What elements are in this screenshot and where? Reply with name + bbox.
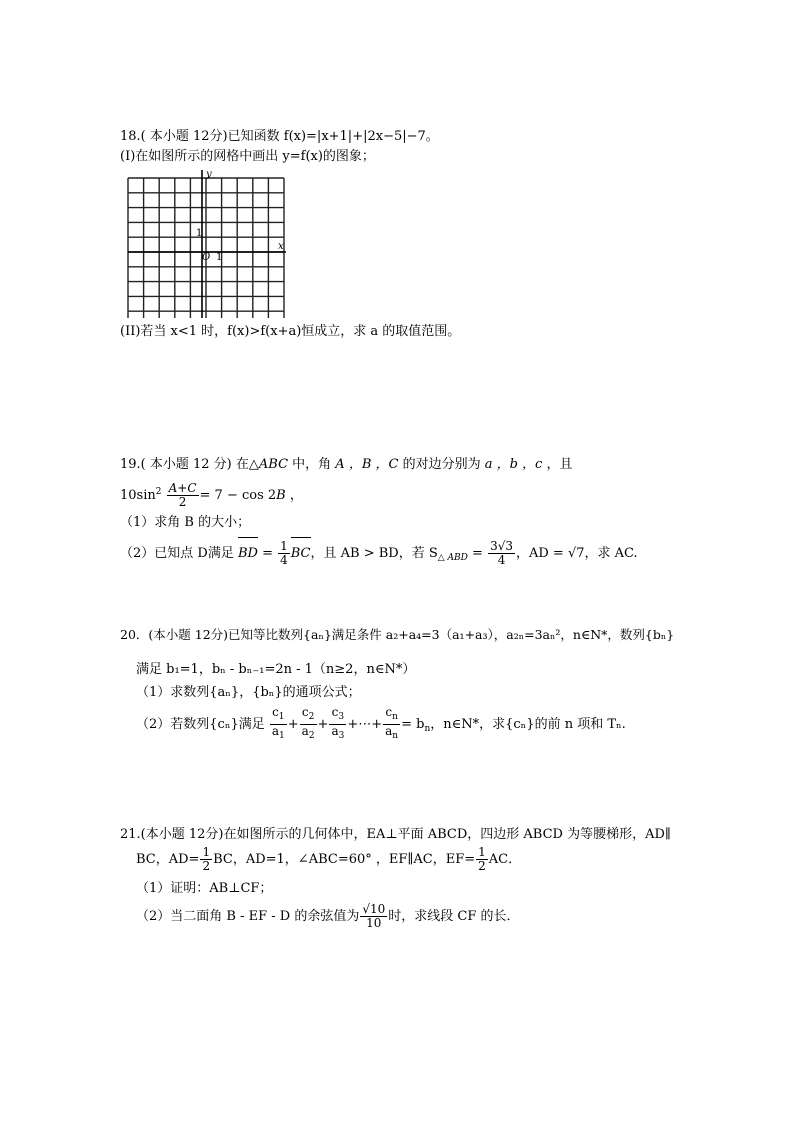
q21-header: 21.(本小题 12分)在如图所示的几何体中，EA⊥平面 ABCD，四边形 ABCD 为等腰梯形，AD∥ <box>120 827 671 842</box>
c-symbol: c <box>331 705 339 719</box>
q19-frac-num: A+C <box>168 481 197 495</box>
origin-label: O <box>202 252 211 263</box>
q19-eq-var: B <box>276 488 286 503</box>
q19-part2-c: = <box>467 546 488 561</box>
q19-equation <box>120 478 303 510</box>
q19-frac-den: 2 <box>178 495 187 509</box>
q20-part1: （1）求数列{aₙ}，{bₙ}的通项公式； <box>136 685 361 700</box>
q19-sides: a ，b ，c <box>484 457 543 472</box>
q19-frac2-num: 1 <box>280 539 288 553</box>
index-3: 3 <box>338 712 345 722</box>
q19-header-mid: 中，角 <box>288 457 336 472</box>
index-1: 1 <box>278 712 285 722</box>
q18-part1: (I)在如图所示的网格中画出 y=f(x)的图象； <box>120 149 375 164</box>
half-num: 1 <box>478 845 486 859</box>
vector-bc: BC <box>291 540 311 568</box>
q18-part2: (II)若当 x<1 时，f(x)>f(x+a)恒成立，求 a 的取值范围。 <box>120 324 461 339</box>
q19-part1: （1）求角 B 的大小； <box>120 515 251 530</box>
equals-b: = b <box>401 717 425 732</box>
q20-part2-a: （2）若数列{cₙ}满足 <box>136 717 265 732</box>
q21-part2-b: 时，求线段 CF 的长． <box>388 909 520 924</box>
q19-header-pre: 19.( 本小题 12 分) 在△ <box>120 457 259 472</box>
q19-eq-prefix: 10sin <box>120 488 156 503</box>
q19-area-sub: △ ABD <box>437 553 468 563</box>
index-1: 1 <box>279 731 285 741</box>
ellipsis-plus: +⋯+ <box>347 717 383 732</box>
q20-part2 <box>136 706 626 748</box>
q19-header <box>120 456 572 474</box>
q19-eq-rhs: = 7 − cos 2 <box>199 488 277 503</box>
a-symbol: a <box>331 724 339 738</box>
x-unit-label: 1 <box>216 252 223 263</box>
q19-eq-sign: = <box>257 546 278 561</box>
q19-frac3-num: 3√3 <box>490 539 513 553</box>
x-axis-label: x <box>278 241 284 252</box>
q21-line2-b: BC，AD=1，∠ABC=60° ，EF∥AC，EF= <box>213 852 476 867</box>
cos-den: 10 <box>366 916 382 930</box>
q19-header-mid2: 的对边分别为 <box>398 457 485 472</box>
q19-frac2-den: 4 <box>280 553 288 567</box>
q19-triangle: ABC <box>258 457 289 472</box>
half-den: 2 <box>202 859 211 873</box>
q19-frac3-den: 4 <box>497 553 506 567</box>
cos-num: √10 <box>362 902 386 916</box>
plus-sign: + <box>317 717 329 732</box>
y-unit-label: 1 <box>196 228 203 239</box>
plus-sign: + <box>287 717 299 732</box>
q20-part2-b: ，n∈N*，求{cₙ}的前 n 项和 Tₙ. <box>430 717 626 732</box>
y-axis-label: y <box>206 169 212 180</box>
a-symbol: a <box>301 724 309 738</box>
q21-part1: （1）证明：AB⊥CF； <box>136 881 273 896</box>
q19-angles: A ，B ，C <box>335 457 399 472</box>
index-2: 2 <box>308 731 315 741</box>
q21-line2-c: AC． <box>488 852 522 867</box>
a-symbol: a <box>385 724 393 738</box>
coordinate-grid <box>120 168 290 320</box>
q19-part2 <box>120 540 638 572</box>
q19-part2-a: （2）已知点 D满足 <box>120 546 238 561</box>
half-num: 1 <box>202 845 211 859</box>
q19-header-end: ，且 <box>542 457 573 472</box>
index-n: n <box>392 731 399 741</box>
q20-header: 20．(本小题 12分)已知等比数列{aₙ}满足条件 a₂+a₄=3（a₁+a₃），a₂ₙ=3aₙ²，n∈N*，数列{bₙ} <box>120 627 675 642</box>
q19-part2-b: ，且 AB > BD，若 S <box>310 546 438 561</box>
half-den: 2 <box>478 859 486 873</box>
c-symbol: c <box>385 705 393 719</box>
q21-line2-a: BC，AD= <box>136 852 200 867</box>
q20-condition: 满足 b₁=1，bₙ - bₙ₋₁=2n - 1（n≥2，n∈N*） <box>136 662 416 677</box>
c-symbol: c <box>272 705 279 719</box>
index-n: n <box>424 724 431 734</box>
q19-eq-end: ， <box>285 488 303 503</box>
q21-part2 <box>136 900 520 934</box>
q21-line2 <box>136 846 521 874</box>
q18-header: 18.( 本小题 12分)已知函数 f(x)=|x+1|+|2x−5|−7。 <box>120 129 439 144</box>
q19-eq-power: 2 <box>155 487 162 497</box>
index-3: 3 <box>338 731 345 741</box>
q21-part2-a: （2）当二面角 B - EF - D 的余弦值为 <box>136 909 360 924</box>
vector-bd: BD <box>238 540 258 568</box>
a-symbol: a <box>271 724 280 738</box>
index-2: 2 <box>308 712 315 722</box>
c-symbol: c <box>301 705 309 719</box>
q19-part2-d: ，AD = √7，求 AC. <box>515 546 638 561</box>
index-n: n <box>392 712 398 722</box>
